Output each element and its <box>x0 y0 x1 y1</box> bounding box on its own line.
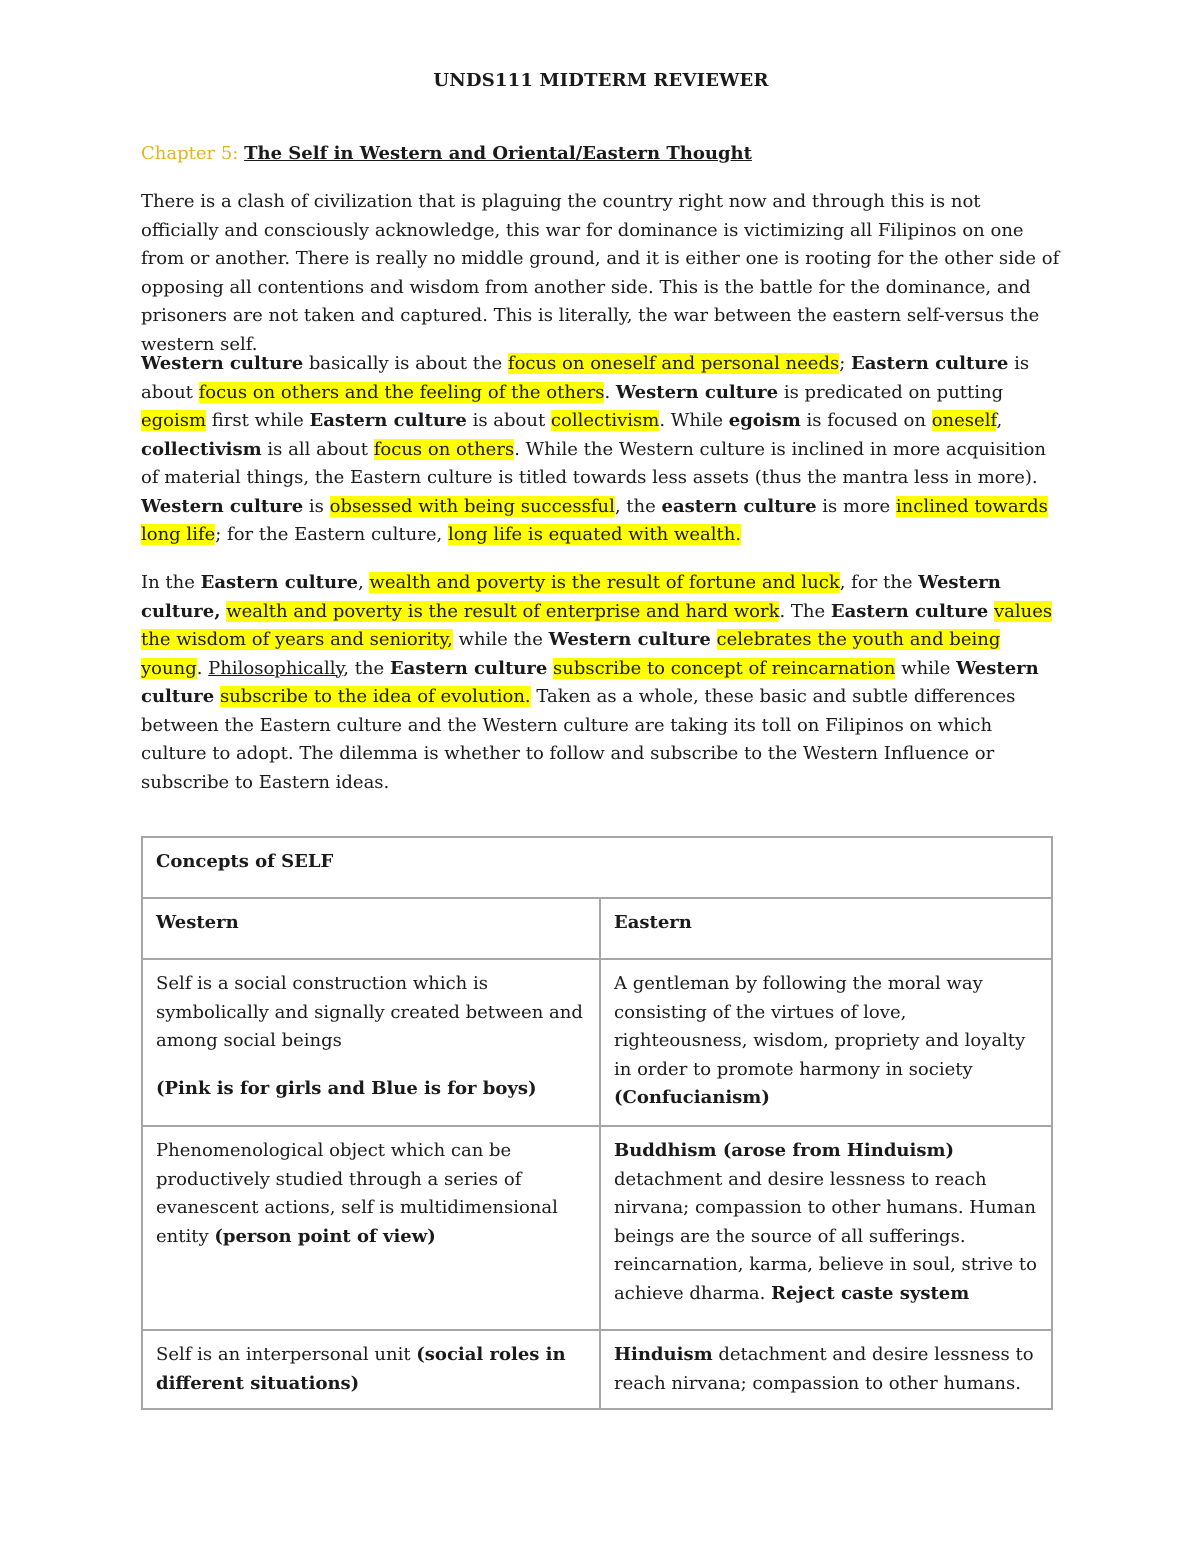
paragraph-culture-comparison <box>141 350 1061 550</box>
text-span: . While the Western culture is inclined in more acquisition of material things, the Eastern culture is titled towards less assets (thus the mantra less in more). <box>141 438 1046 488</box>
highlight-focus-oneself: focus on oneself and personal needs <box>507 353 840 374</box>
concepts-of-self-table <box>141 836 1053 1410</box>
table-cell-western <box>142 1330 600 1409</box>
chapter-label: Chapter 5: <box>141 143 239 164</box>
table-header-cell <box>142 837 1052 898</box>
text-span: is about <box>466 410 551 431</box>
table-cell-eastern <box>600 1330 1052 1409</box>
text-span: , the <box>614 495 662 517</box>
term-western-culture: Western culture <box>615 381 779 403</box>
table-cell-eastern <box>600 959 1052 1126</box>
column-header-eastern-text: Eastern <box>614 912 692 933</box>
highlight-egoism: egoism <box>141 410 207 431</box>
cell-text: detachment and desire lessness to reach nirvana; compassion to other humans. Human beings are the source of all sufferings. reincarnation, karma, believe in soul, strive to achieve dharma. <box>614 1168 1037 1304</box>
chapter-title: The Self in Western and Oriental/Eastern Thought <box>244 143 752 164</box>
term-western-culture: Western culture <box>141 495 304 517</box>
column-header-western-text: Western <box>156 912 239 933</box>
text-span: . The <box>779 600 831 622</box>
cell-note <box>156 1075 586 1104</box>
text-span: , the <box>343 657 390 679</box>
cell-bold-lead: Hinduism <box>614 1344 713 1365</box>
philosophically-text: Philosophically <box>208 657 344 679</box>
cell-text: Self is an interpersonal unit <box>156 1344 417 1365</box>
table-cell-eastern <box>600 1126 1052 1330</box>
text-span: is predicated on putting <box>778 381 1004 403</box>
highlight-focus-others-feeling: focus on others and the feeling of the others <box>198 381 605 403</box>
text-span: is more <box>816 495 896 517</box>
text-span <box>711 629 717 650</box>
text-span: . While <box>659 410 729 431</box>
text-span: . <box>604 381 616 403</box>
table-cell-western <box>142 959 600 1126</box>
text-span: is <box>303 495 330 517</box>
term-western-culture: Western culture, <box>141 572 1001 622</box>
text-span: . <box>196 657 209 679</box>
column-header-eastern <box>600 898 1052 959</box>
table-row <box>142 1126 1052 1330</box>
cell-bold-lead: Buddhism (arose from Hinduism) <box>614 1140 955 1161</box>
highlight-evolution: subscribe to the idea of evolution. <box>219 686 531 707</box>
table-row <box>142 959 1052 1126</box>
document-title: UNDS111 MIDTERM REVIEWER <box>433 70 769 91</box>
text-span: while the <box>452 629 549 650</box>
highlight-reincarnation: subscribe to concept of reincarnation <box>553 657 896 679</box>
column-header-western <box>142 898 600 959</box>
highlight-wealth-fortune: wealth and poverty is the result of fortune and luck <box>369 572 840 593</box>
cell-text: Self is a social construction which is symbolically and signally created between and among social beings <box>156 973 583 1051</box>
text-span: is about <box>141 353 1030 403</box>
chapter-heading <box>141 143 752 164</box>
text-span: while <box>895 657 957 679</box>
term-western-culture: Western culture <box>141 353 304 374</box>
cell-bold-text: (person point of view) <box>214 1225 436 1247</box>
term-eastern-culture: eastern culture <box>661 495 817 517</box>
table-cell-western <box>142 1126 600 1330</box>
text-span: ; for the Eastern culture, <box>215 524 448 545</box>
highlight-long-life: inclined towards long life <box>141 495 1048 545</box>
highlight-focus-on-others: focus on others <box>373 438 515 460</box>
highlight-obsessed-success: obsessed with being successful <box>329 495 615 517</box>
cell-bold-text: (Pink is for girls and Blue is for boys) <box>156 1077 537 1099</box>
text-span: In the <box>141 572 201 593</box>
highlight-wealth-enterprise: wealth and poverty is the result of enterprise and hard work <box>226 600 780 622</box>
term-collectivism: collectivism <box>141 438 262 460</box>
cell-text: A gentleman by following the moral way consisting of the virtues of love, righteousness, wisdom, propriety and loyalty in order to promote harmony in society <box>614 973 1026 1080</box>
text-span: first while <box>206 410 310 431</box>
text-span: basically is about the <box>303 353 508 374</box>
cell-text: detachment and desire lessness to reach nirvana; compassion to other humans. <box>614 1344 1034 1394</box>
text-span: is all about <box>261 438 374 460</box>
term-western-culture: Western culture <box>141 657 1039 707</box>
highlight-oneself: oneself <box>931 410 997 431</box>
highlight-celebrates-youth: celebrates the youth and being young <box>141 629 1001 679</box>
cell-bold-text: (social roles in different situations) <box>156 1344 566 1394</box>
text-span: is focused on <box>800 410 932 431</box>
text-span: Taken as a whole, these basic and subtle differences between the Eastern culture and the Western culture are taking its toll on Filipinos on which culture to adopt. The dilemma is whether to follow and subscribe to the Western Influence or subscribe to Eastern ideas. <box>141 686 1016 793</box>
cell-text: Phenomenological object which can be productively studied through a series of evanescent actions, self is multidimensional entity <box>156 1140 558 1247</box>
term-eastern-culture: Eastern culture <box>200 572 358 593</box>
table-header-row <box>142 837 1052 898</box>
paragraph-intro: There is a clash of civilization that is plaguing the country right now and through this is not officially and consciously acknowledge, this war for dominance is victimizing all Filipinos on one from or another. There is really no middle ground, and it is either one is rooting for the other side of opposing all contentions and wisdom from another side. This is the battle for the dominance, and prisoners are not taken and captured. This is literally, the war between the eastern self-versus the western self. <box>141 191 1060 355</box>
highlight-long-life-wealth: long life is equated with wealth. <box>447 524 742 545</box>
table-header-text: Concepts of SELF <box>156 851 334 872</box>
table-row <box>142 1330 1052 1409</box>
text-span: , <box>996 410 1003 431</box>
text-span: ; <box>839 353 851 374</box>
table-column-headers <box>142 898 1052 959</box>
term-egoism: egoism <box>728 410 801 431</box>
term-eastern-culture: Eastern culture <box>389 657 548 679</box>
paragraph-wealth-comparison <box>141 569 1061 797</box>
highlight-wisdom-years: values the wisdom of years and seniority, <box>141 600 1053 650</box>
cell-bold-text: (Confucianism) <box>614 1087 770 1108</box>
highlight-collectivism: collectivism <box>550 410 660 431</box>
term-eastern-culture: Eastern culture <box>830 600 989 622</box>
term-eastern-culture: Eastern culture <box>309 410 467 431</box>
text-span: , for the <box>839 572 919 593</box>
term-western-culture: Western culture <box>548 629 711 650</box>
text-span: , <box>357 572 370 593</box>
cell-bold-text: Reject caste system <box>771 1282 970 1304</box>
term-eastern-culture: Eastern culture <box>851 353 1009 374</box>
